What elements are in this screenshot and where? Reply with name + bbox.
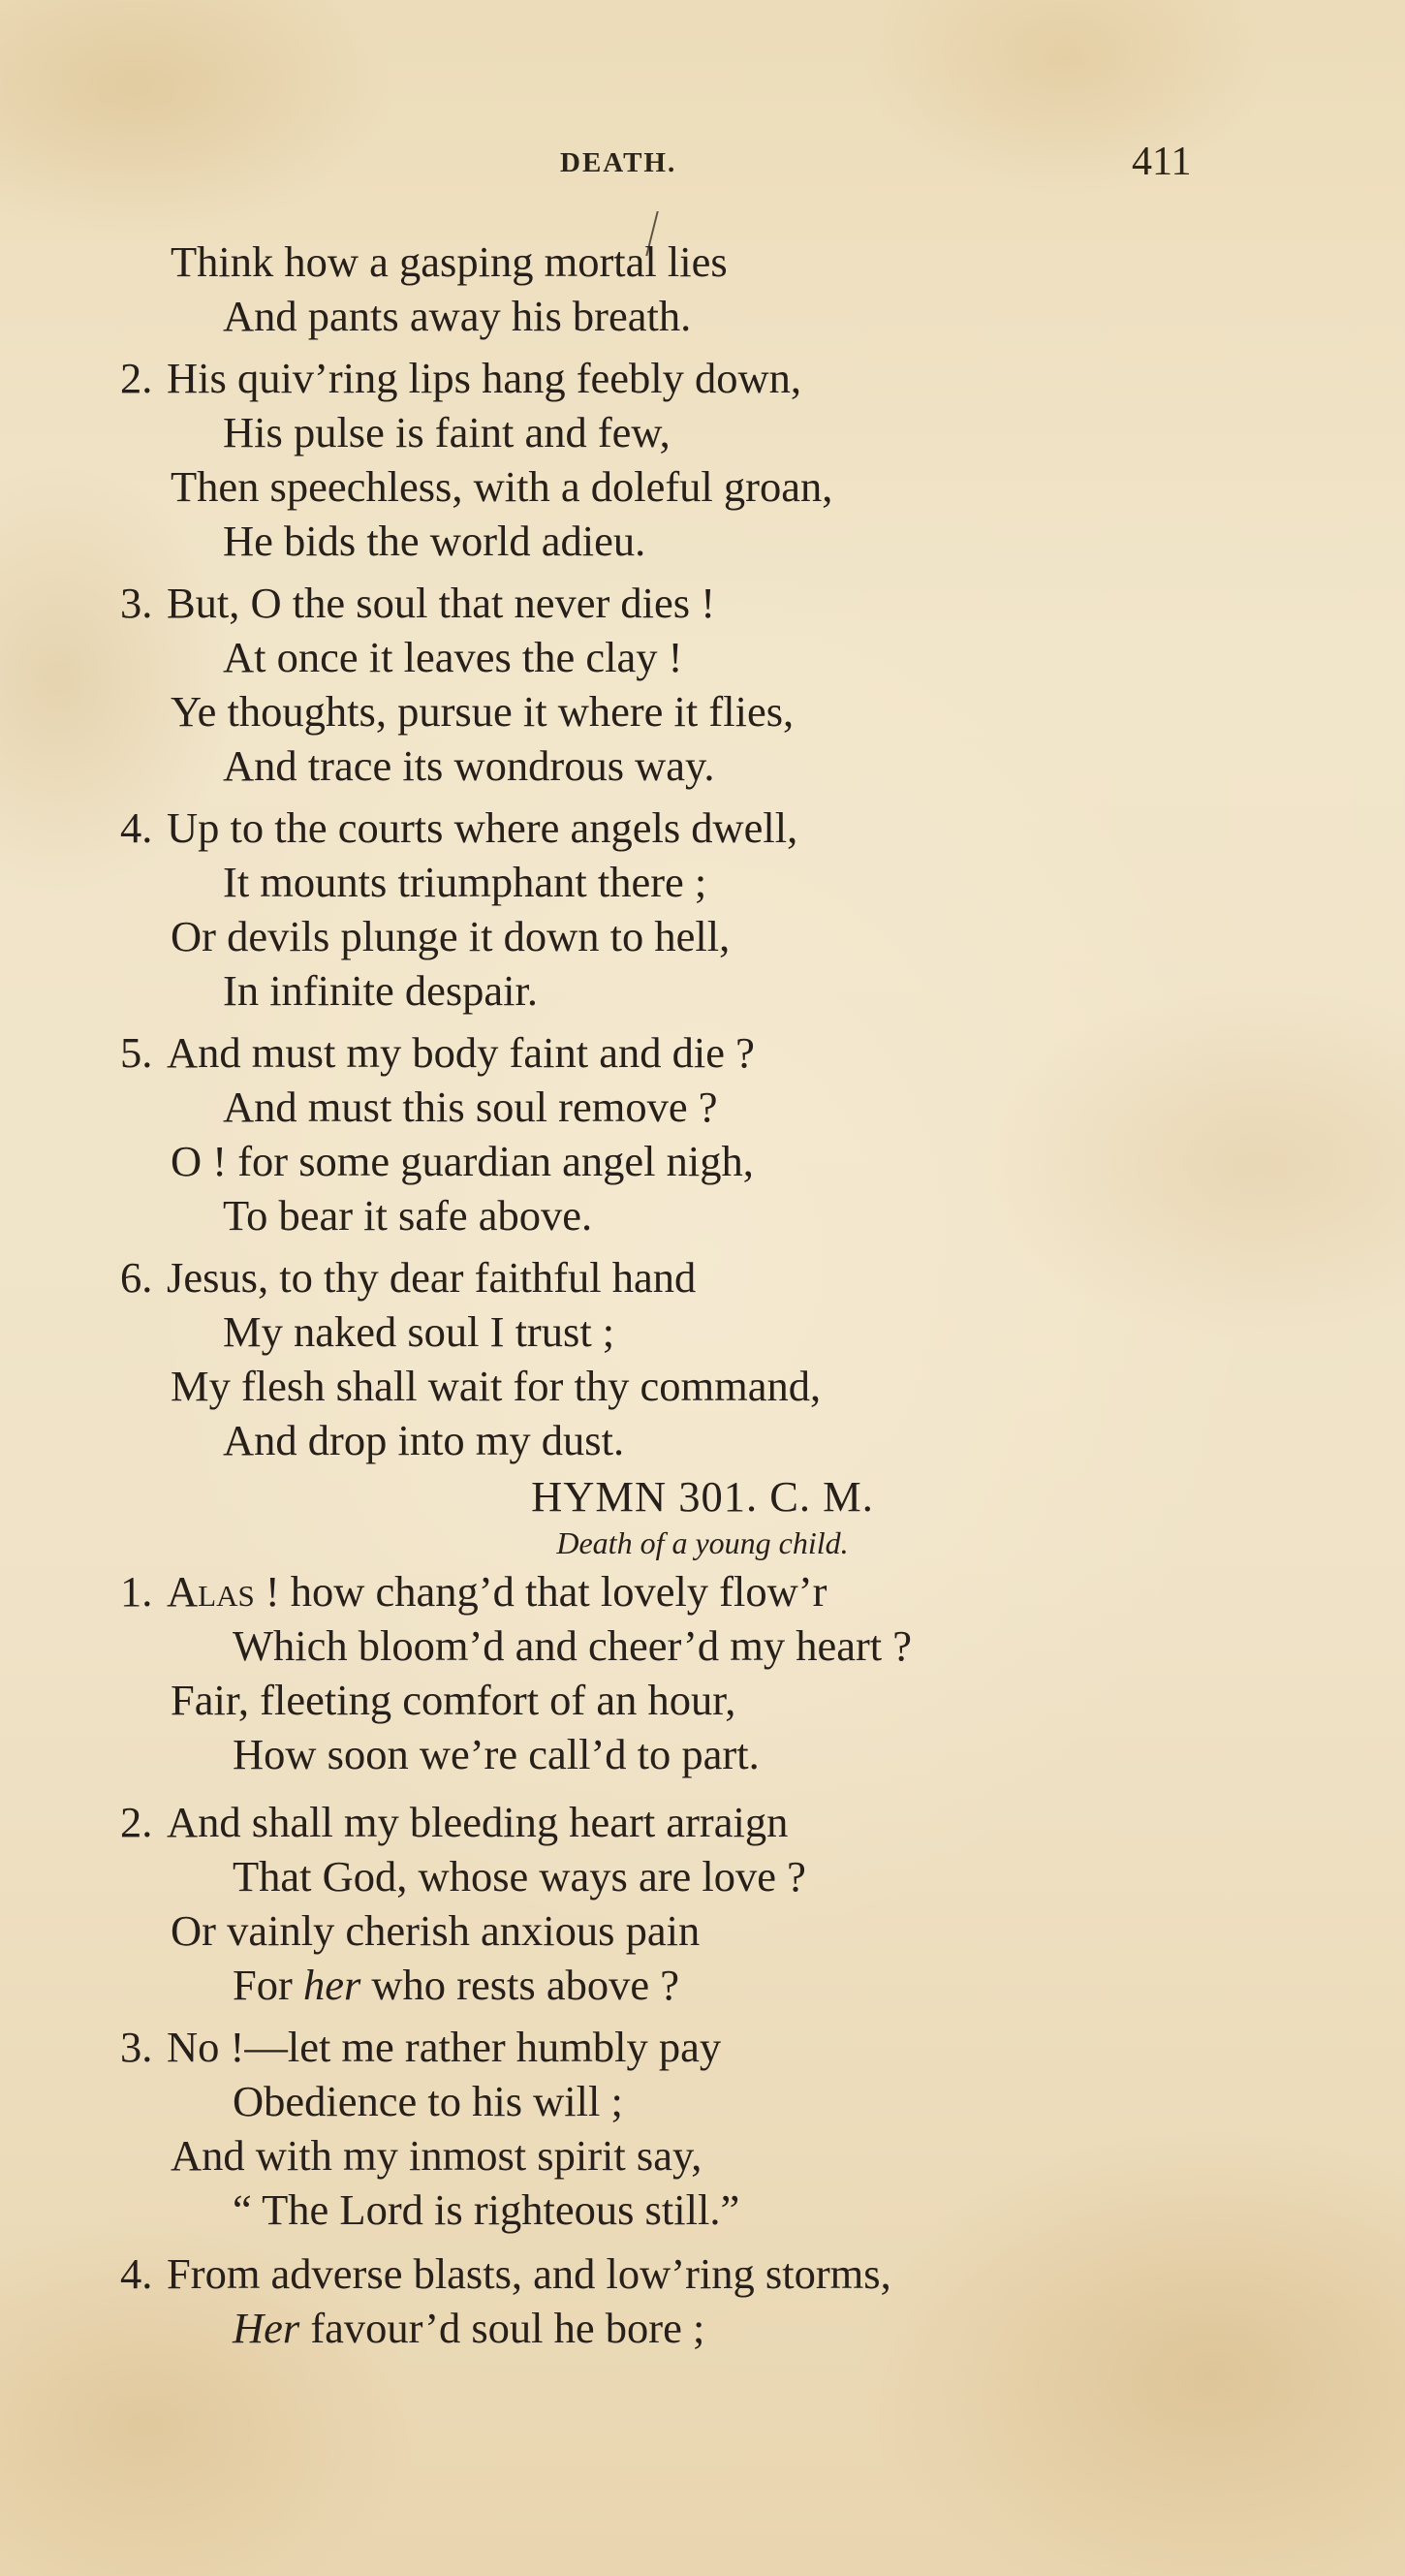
verse-line: And trace its wondrous way. [223, 741, 715, 790]
stanza-number: 4. [120, 803, 153, 852]
verse-line: His pulse is faint and few, [223, 408, 671, 456]
verse-line: He bids the world adieu. [223, 517, 646, 565]
verse-line: And drop into my dust. [223, 1416, 625, 1464]
verse-line: O ! for some guardian angel nigh, [171, 1137, 754, 1185]
verse-line: 3. But, O the soul that never dies ! [120, 576, 715, 630]
verse-line: My flesh shall wait for thy command, [171, 1362, 822, 1410]
verse-line: 2. And shall my bleeding heart arraign [120, 1795, 788, 1849]
verse-line: 2. His quiv’ring lips hang feebly down, [120, 351, 801, 405]
running-head: DEATH. [560, 147, 677, 178]
verse-line: That God, whose ways are love ? [233, 1852, 806, 1901]
verse-line: Think how a gasping mortal lies [171, 237, 728, 286]
stanza-number: 5. [120, 1028, 153, 1077]
verse-line: 4. Up to the courts where angels dwell, [120, 801, 797, 855]
verse-line: Fair, fleeting comfort of an hour, [171, 1676, 736, 1724]
verse-line: “ The Lord is righteous still.” [233, 2185, 740, 2234]
verse-line: Her favour’d soul he bore ; [233, 2304, 705, 2352]
stanza-number: 2. [120, 354, 153, 402]
hymn-title: HYMN 301. C. M. [531, 1472, 874, 1521]
verse-line: At once it leaves the clay ! [223, 633, 683, 681]
stanza-number: 6. [120, 1253, 153, 1302]
verse-line: My naked soul I trust ; [223, 1307, 615, 1356]
verse-line: 1. Alas ! how chang’d that lovely flow’r [120, 1564, 827, 1618]
stanza-number: 3. [120, 2023, 153, 2071]
verse-line: And pants away his breath. [223, 292, 692, 340]
verse-line: In infinite despair. [223, 966, 539, 1015]
verse-line: Or vainly cherish anxious pain [171, 1906, 701, 1955]
verse-line: To bear it safe above. [223, 1191, 593, 1240]
verse-line: Then speechless, with a doleful groan, [171, 462, 833, 511]
verse-line: And with my inmost spirit say, [171, 2131, 702, 2180]
page-number: 411 [1132, 140, 1192, 184]
verse-line: 3. No !—let me rather humbly pay [120, 2020, 721, 2074]
stanza-number: 2. [120, 1798, 153, 1846]
hymn-subtitle: Death of a young child. [556, 1525, 849, 1560]
stanza-number: 1. [120, 1567, 153, 1616]
stanza-number: 3. [120, 579, 153, 627]
verse-line: Ye thoughts, pursue it where it flies, [171, 687, 795, 736]
verse-line: 6. Jesus, to thy dear faithful hand [120, 1250, 696, 1304]
verse-line: It mounts triumphant there ; [223, 858, 707, 906]
verse-line: How soon we’re call’d to part. [233, 1730, 760, 1778]
verse-line: For her who rests above ? [233, 1961, 679, 2009]
stanza-number: 4. [120, 2249, 153, 2298]
verse-line: Or devils plunge it down to hell, [171, 912, 731, 960]
verse-line: And must this soul remove ? [223, 1083, 718, 1131]
verse-line: 4. From adverse blasts, and low’ring storms, [120, 2246, 891, 2301]
verse-line: Which bloom’d and cheer’d my heart ? [233, 1621, 913, 1670]
verse-line: Obedience to his will ; [233, 2077, 623, 2125]
verse-line: 5. And must my body faint and die ? [120, 1025, 755, 1080]
